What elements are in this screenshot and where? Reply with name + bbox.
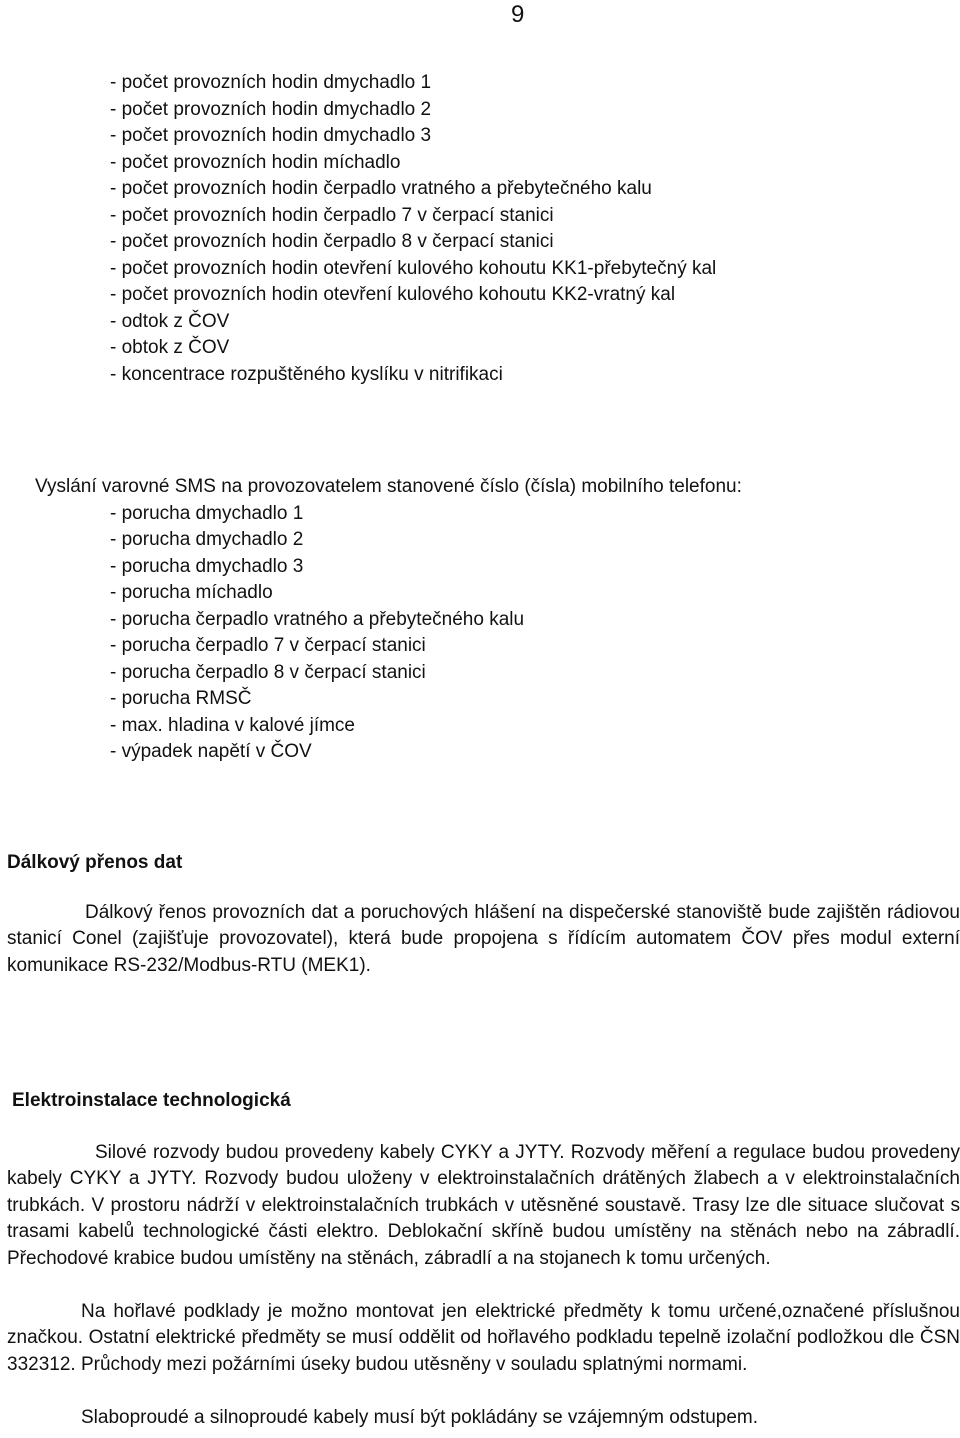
list-item: - porucha míchadlo <box>110 582 273 603</box>
section-heading-remote-transfer: Dálkový přenos dat <box>7 852 183 873</box>
electrical-paragraph-2: Na hořlavé podklady je možno montovat jen elektrické předměty k tomu určené,označené příslušnou značkou. Ostatní elektrické předměty se musí oddělit od hořlavého podkladu tepelně izolační podložkou dle ČSN 332312. Průchody mezi požárními úseky budou utěsněny v souladu splatnými normami. <box>7 1301 960 1375</box>
list-item: - porucha RMSČ <box>110 688 252 709</box>
list-item: - počet provozních hodin míchadlo <box>110 151 401 173</box>
list-item: - počet provozních hodin otevření kulového kohoutu KK2-vratný kal <box>110 284 676 305</box>
list-item: - počet provozních hodin čerpadlo 8 v čerpací stanici <box>110 231 554 252</box>
list-item: - počet provozních hodin dmychadlo 2 <box>110 98 432 120</box>
remote-transfer-paragraph: Dálkový řenos provozních dat a poruchových hlášení na dispečerské stanoviště bude zajištěn rádiovou stanicí Conel (zajišťuje provozovatel), která bude propojena s řídícím automatem ČOV přes modul externí komunikace RS-232/Modbus-RTU (MEK1). <box>7 902 960 976</box>
operating-hours-list <box>110 70 716 388</box>
list-item: - počet provozních hodin dmychadlo 3 <box>110 125 432 146</box>
electrical-paragraph-1: Silové rozvody budou provedeny kabely CYKY a JYTY. Rozvody měření a regulace budou provedeny kabely CYKY a JYTY. Rozvody budou uloženy v elektroinstalačních drátěných žlabech a v elektroinstalačních trubkách. V prostoru nádrží v elektroinstalačních trubkách v utěsněné soustavě. Trasy lze dle situace slučovat s trasami kabelů technologické části elektro. Deblokační skříně budou umístěny na stěnách nebo na zábradlí. Přechodové krabice budou umístěny na stěnách, zábradlí a na stojanech k tomu určených. <box>7 1142 960 1269</box>
electrical-paragraph-3: Slaboproudé a silnoproudé kabely musí být pokládány se vzájemným odstupem. <box>81 1407 758 1428</box>
list-item: - koncentrace rozpuštěného kyslíku v nitrifikaci <box>110 363 503 385</box>
list-item: - porucha dmychadlo 2 <box>110 529 304 550</box>
sms-alert-list <box>110 501 524 766</box>
list-item: - obtok z ČOV <box>110 337 230 358</box>
sms-intro: Vyslání varovné SMS na provozovatelem stanovené číslo (čísla) mobilního telefonu: <box>35 476 742 497</box>
list-item: - odtok z ČOV <box>110 310 230 332</box>
list-item: - výpadek napětí v ČOV <box>110 741 312 762</box>
list-item: - počet provozních hodin čerpadlo vratného a přebytečného kalu <box>110 178 652 199</box>
page-number: 9 <box>511 1 525 28</box>
list-item: - porucha dmychadlo 3 <box>110 555 304 577</box>
list-item: - porucha dmychadlo 1 <box>110 502 304 524</box>
list-item: - porucha čerpadlo 8 v čerpací stanici <box>110 661 426 683</box>
list-item: - porucha čerpadlo 7 v čerpací stanici <box>110 635 426 656</box>
list-item: - počet provozních hodin otevření kulového kohoutu KK1-přebytečný kal <box>110 257 717 279</box>
section-heading-electrical: Elektroinstalace technologická <box>12 1090 291 1111</box>
list-item: - max. hladina v kalové jímce <box>110 714 355 736</box>
list-item: - porucha čerpadlo vratného a přebytečného kalu <box>110 608 525 630</box>
list-item: - počet provozních hodin čerpadlo 7 v čerpací stanici <box>110 204 554 226</box>
list-item: - počet provozních hodin dmychadlo 1 <box>110 72 432 93</box>
